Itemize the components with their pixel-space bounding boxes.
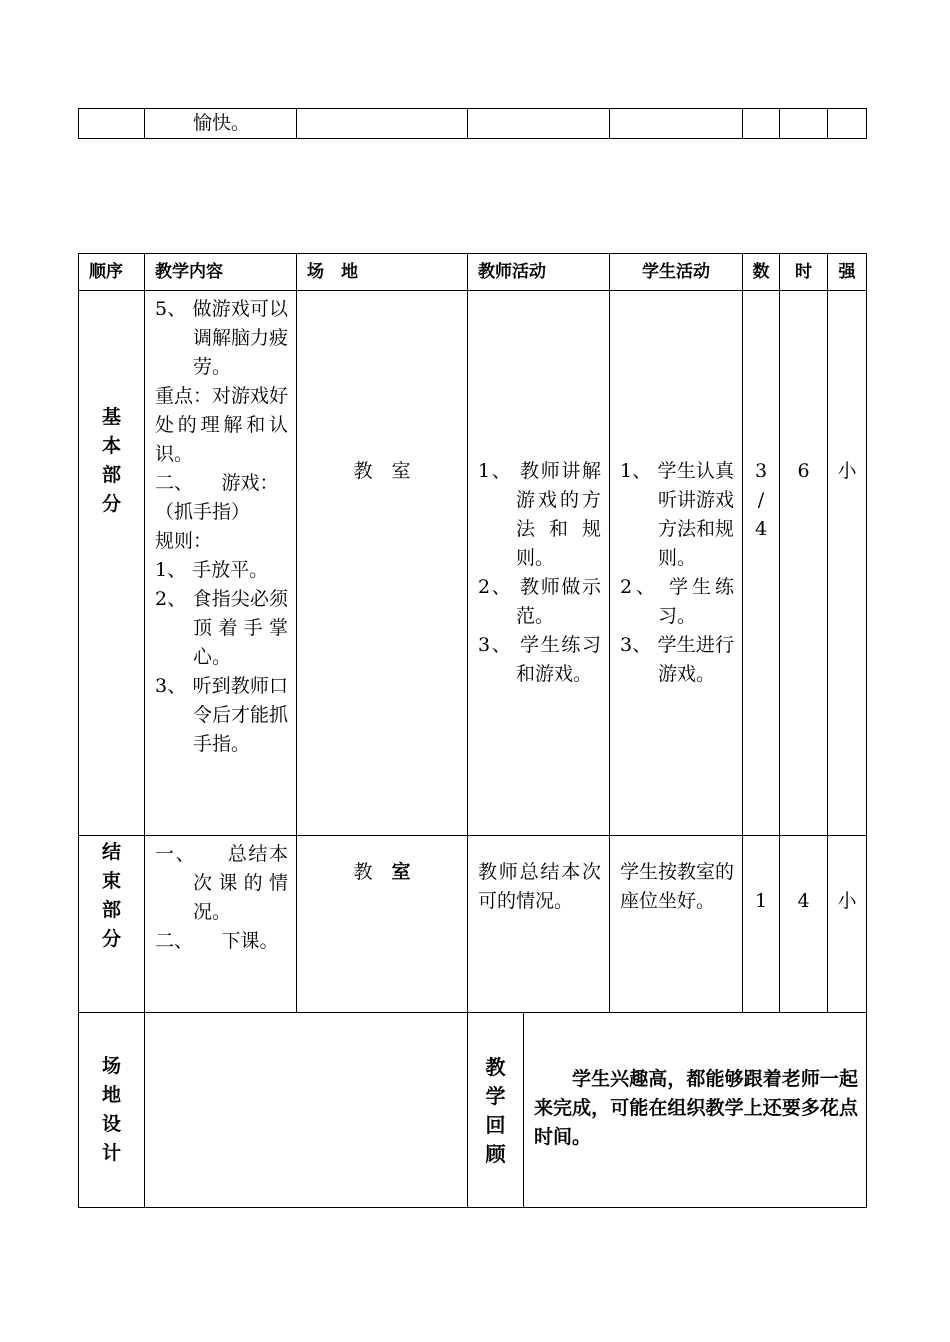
basic-teacher: [468, 291, 610, 836]
cell: [79, 109, 145, 139]
ending-intensity: 小: [828, 836, 867, 1013]
header-teacher: 教师活动: [468, 254, 610, 291]
section-label-basic: 基 本 部 分: [79, 291, 145, 836]
content-line: 1、 手放平。: [155, 559, 269, 581]
teacher-step: 3、 学生练习和游戏。: [478, 634, 601, 685]
cell: [828, 109, 867, 139]
content-line: 2、 食指尖必须顶着手掌心。: [155, 588, 288, 668]
student-step: 2、 学生练习。: [620, 576, 734, 627]
teacher-step: 1、 教师讲解游戏的方法和规则。: [478, 460, 601, 569]
review-label: 教 学 回 顾: [468, 1013, 524, 1207]
content-line: 二、 下课。: [155, 930, 279, 952]
continued-table: [78, 108, 867, 139]
header-time: 时: [780, 254, 828, 291]
cell: [297, 109, 468, 139]
ending-teacher: 教师总结本次可的情况。: [468, 836, 610, 1013]
cell: [743, 109, 780, 139]
ending-time: 4: [780, 836, 828, 1013]
content-line: 5、 做游戏可以调解脑力疲劳。: [155, 298, 289, 378]
ending-content: [145, 836, 297, 1013]
basic-content: [145, 291, 297, 836]
basic-student: [610, 291, 743, 836]
lesson-plan-table: [78, 253, 867, 1208]
basic-count: 3 / 4: [743, 291, 780, 836]
header-order: 顺序: [79, 254, 145, 291]
ending-count: 1: [743, 836, 780, 1013]
ending-section-row: [79, 836, 867, 1013]
design-area: [145, 1013, 468, 1208]
content-line: （抓手指）: [155, 501, 251, 523]
student-step: 1、 学生认真听讲游戏方法和规则。: [620, 460, 735, 569]
content-line: 重点：对游戏好处的理解和认识。: [155, 385, 289, 465]
design-row: [79, 1013, 867, 1208]
basic-venue: 教 室: [297, 291, 468, 836]
teacher-step: 2、 教师做示范。: [478, 576, 601, 627]
content-line: 二、 游戏：: [155, 472, 279, 494]
review-text: 学生兴趣高，都能够跟着老师一起来完成，可能在组织教学上还要多花点时间。: [534, 1068, 858, 1148]
content-line: 规则：: [155, 530, 213, 552]
header-intensity: 强: [828, 254, 867, 291]
review-area: [468, 1013, 867, 1208]
basic-time: 6: [780, 291, 828, 836]
cell: [610, 109, 743, 139]
content-text: 愉快。: [193, 112, 251, 134]
section-label-ending: 结 束 部 分: [79, 836, 145, 1013]
header-student: 学生活动: [610, 254, 743, 291]
ending-venue: 教 室: [297, 836, 468, 1013]
content-line: 3、 听到教师口令后才能抓手指。: [155, 675, 289, 755]
student-step: 3、 学生进行游戏。: [620, 634, 734, 685]
cell: [468, 109, 610, 139]
design-label: 场 地 设 计: [79, 1013, 145, 1208]
table-row: [79, 109, 867, 139]
header-row: [79, 254, 867, 291]
ending-student: 学生按教室的座位坐好。: [610, 836, 743, 1013]
header-content: 教学内容: [145, 254, 297, 291]
basic-section-row: [79, 291, 867, 836]
header-count: 数: [743, 254, 780, 291]
content-line: 一、 总结本次课的情况。: [155, 843, 288, 923]
cell: [780, 109, 828, 139]
basic-intensity: 小: [828, 291, 867, 836]
header-venue: 场 地: [297, 254, 468, 291]
content-cell: [145, 109, 297, 139]
